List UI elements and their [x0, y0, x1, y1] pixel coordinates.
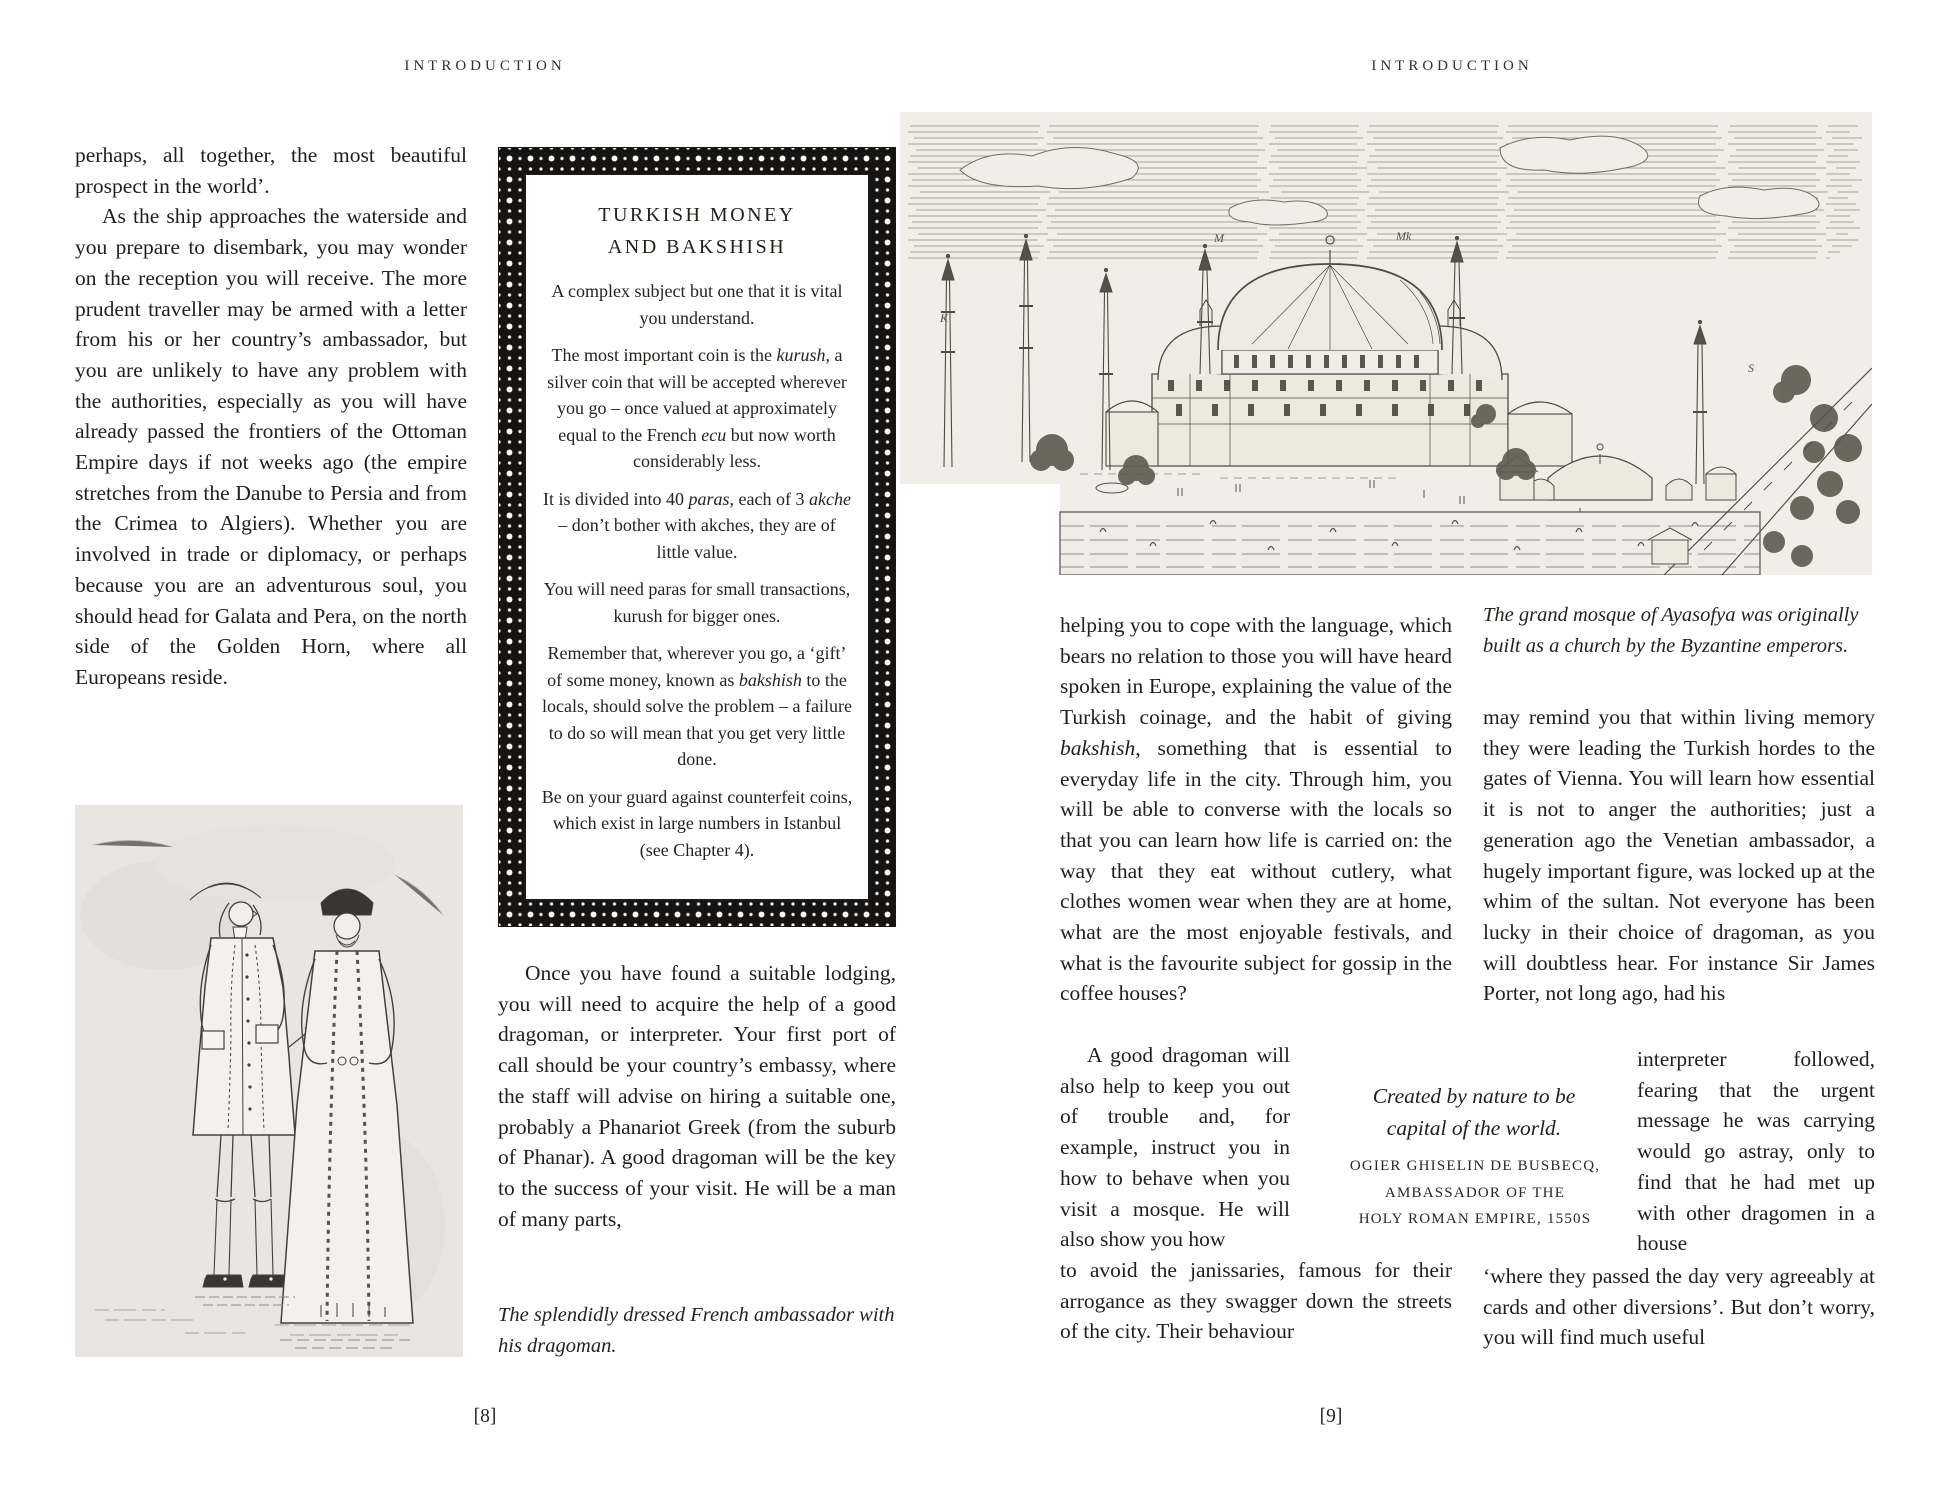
- left-page-caption: The splendidly dressed French ambassador with his dragoman.: [498, 1304, 895, 1357]
- money-box-content: [524, 173, 870, 901]
- label-s: S: [1748, 361, 1754, 375]
- money-box-paragraph: You will need paras for small transactions, kurush for bigger ones.: [543, 579, 851, 626]
- right-page-header: INTRODUCTION: [1371, 58, 1533, 74]
- paragraph: As the ship approaches the waterside and you prepare to disembark, you may wonder on the reception you will receive. The more prudent traveller may be armed with a letter from his or her country’s ambassador, but you are unlikely to have any problem with the authorities, especially as you will have already passed the frontiers of the Ottoman Empire days if not weeks ago (the empire stretches from the Danube to Persia and from the Crimea to Algiers). Whether you are involved in trade or diplomacy, or perhaps because you are an adventurous soul, you should head for Galata and Pera, on the north side of the Golden Horn, where all Europeans reside.: [75, 204, 467, 689]
- paragraph: ‘where they passed the day very agreeably at cards and other diversions’. But don’t worry, you will find much useful: [1483, 1264, 1875, 1350]
- right-page-number: [9]: [1319, 1406, 1343, 1427]
- right-page-left-column-a: [1060, 610, 1452, 1009]
- money-box-paragraph: It is divided into 40 paras, each of 3 akche – don’t bother with akches, they are of little value.: [543, 488, 851, 562]
- paragraph: interpreter followed, fearing that the urgent message he was carrying would go astray, only to find that he had met up with other dragomen in a house: [1637, 1047, 1875, 1256]
- paragraph: may remind you that within living memory they were leading the Turkish hordes to the gates of Vienna. You will learn how essential it is not to anger the authorities; just a generation ago the Venetian ambassador, a hugely important figure, was locked up at the whim of the sultan. Not everyone has been lucky in their choice of dragoman, as you will doubtless hear. For instance Sir James Porter, not long ago, had his: [1483, 705, 1875, 1006]
- paragraph: A good dragoman will also help to keep you out of trouble and, for example, instruct you in how to behave when you visit a mosque. He will also show you how: [1060, 1043, 1290, 1252]
- money-box-paragraph: Be on your guard against counterfeit coins, which exist in large numbers in Istanbul (see Chapter 4).: [541, 786, 853, 860]
- pull-quote: Created by nature to be capital of the world.: [1372, 1084, 1576, 1140]
- paragraph: perhaps, all together, the most beautiful prospect in the world’.: [75, 143, 467, 198]
- right-page-left-column-b: [1060, 1040, 1290, 1255]
- label-k: K: [940, 311, 949, 325]
- paragraph: to avoid the janissaries, famous for their arrogance as they swagger down the streets of the city. Their behaviour: [1060, 1258, 1452, 1344]
- money-box-title: TURKISH MONEY AND BAKSHISH: [598, 204, 796, 258]
- right-page-right-column-a: [1483, 702, 1875, 1009]
- right-page-caption: The grand mosque of Ayasofya was originally built as a church by the Byzantine emperors.: [1483, 604, 1859, 657]
- right-page-left-column-c: [1060, 1255, 1452, 1347]
- money-box-paragraph: Remember that, wherever you go, a ‘gift’ of some money, known as bakshish to the locals, should solve the problem – a failure to do so will mean that you get very little done.: [542, 643, 852, 769]
- left-page-column-2: [498, 958, 896, 1234]
- label-m: M: [1214, 231, 1224, 245]
- turkish-money-sidebar-box: [498, 147, 896, 927]
- money-box-paragraph: The most important coin is the kurush, a silver coin that will be accepted wherever you go – once valued at approximately equal to the French ecu but now worth considerably less.: [547, 345, 847, 471]
- money-box-paragraph: A complex subject but one that it is vital you understand.: [551, 281, 843, 328]
- label-mk: Mk: [1396, 229, 1412, 243]
- right-page-right-column-c: [1483, 1261, 1875, 1353]
- ambassador-dragoman-illustration: [75, 805, 463, 1357]
- pull-quote-attribution: OGIER GHISELIN DE BUSBECQ, AMBASSADOR OF THE HOLY ROMAN EMPIRE, 1550S: [1349, 1158, 1601, 1227]
- left-page-number: [8]: [473, 1406, 497, 1427]
- right-page-right-column-b: [1637, 1044, 1875, 1259]
- left-page-column-1: [75, 140, 467, 693]
- left-page-header: INTRODUCTION: [404, 58, 566, 74]
- paragraph: helping you to cope with the language, which bears no relation to those you will have heard spoken in Europe, explaining the value of the Turkish coinage, and the habit of giving bakshish, something that is essential to everyday life in the city. Through him, you will be able to converse with the locals so that you can learn how life is carried on: the way that they eat without cutlery, what clothes women wear when they are at home, what are the most enjoyable festivals, and what is the favourite subject for gossip in the coffee houses?: [1060, 613, 1452, 1006]
- ayasofya-engraving: [900, 112, 1872, 575]
- paragraph: Once you have found a suitable lodging, you will need to acquire the help of a good dragoman, or interpreter. Your first port of call should be your country’s embassy, where the staff will advise on hiring a suitable one, probably a Phanariot Greek (from the suburb of Phanar). A good dragoman will be the key to the success of your visit. He will be a man of many parts,: [498, 961, 896, 1231]
- money-box-paragraphs: [541, 278, 853, 863]
